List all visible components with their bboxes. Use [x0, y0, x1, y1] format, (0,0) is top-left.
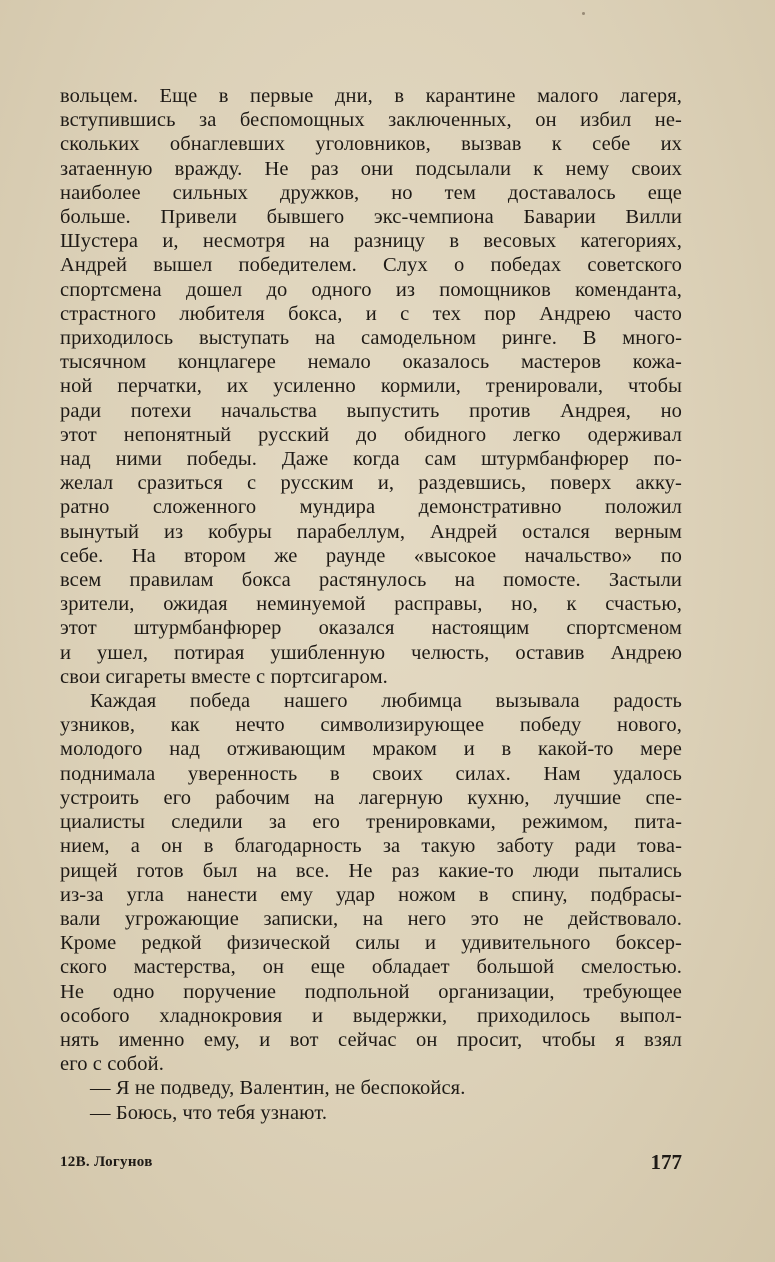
- text-line: затаенную вражду. Не раз они подсылали к нему своих: [60, 157, 682, 180]
- text-line: молодого над отживающим мраком и в какой-то мере: [60, 738, 682, 761]
- text-line: Каждая победа нашего любимца вызывала радость: [90, 690, 682, 713]
- text-line: ского мастерства, он еще обладает большой смелостью.: [60, 956, 682, 979]
- text-line: нять именно ему, и вот сейчас он просит, чтобы я взял: [60, 1028, 682, 1051]
- dialogue-line: — Боюсь, что тебя узнают.: [90, 1101, 328, 1124]
- text-line: и ушел, потирая ушибленную челюсть, оставив Андрею: [60, 641, 682, 664]
- text-line: устроить его рабочим на лагерную кухню, лучшие спе-: [60, 786, 682, 809]
- text-line: Кроме редкой физической силы и удивительного боксер-: [60, 932, 682, 955]
- text-line: вступившись за беспомощных заключенных, он избил не-: [60, 109, 682, 132]
- body-text: [60, 84, 682, 1125]
- paper-speck: [582, 12, 585, 15]
- text-line: рищей готов был на все. Не раз какие-то люди пытались: [60, 859, 682, 882]
- text-line: больше. Привели бывшего экс-чемпиона Баварии Вилли: [60, 206, 682, 229]
- text-line: этот штурмбанфюрер оказался настоящим спортсменом: [60, 617, 682, 640]
- text-line: ради потехи начальства выпустить против Андрея, но: [60, 399, 682, 422]
- text-line: Шустера и, несмотря на разницу в весовых категориях,: [60, 230, 682, 253]
- text-line: страстного любителя бокса, и с тех пор Андрею часто: [60, 302, 682, 325]
- text-line: из-за угла нанести ему удар ножом в спину, подбрасы-: [60, 883, 682, 906]
- text-line: особого хладнокровия и выдержки, приходилось выпол-: [60, 1004, 682, 1027]
- text-line: желал сразиться с русским и, раздевшись, поверх акку-: [60, 472, 682, 495]
- text-line: вынутый из кобуры парабеллум, Андрей остался верным: [60, 520, 682, 543]
- text-line: всем правилам бокса растянулось на помосте. Застыли: [60, 569, 682, 592]
- text-line: тысячном концлагере немало оказалось мастеров кожа-: [60, 351, 682, 374]
- page-number: 177: [650, 1150, 682, 1174]
- text-line: вольцем. Еще в первые дни, в карантине малого лагеря,: [60, 85, 682, 107]
- text-line: свои сигареты вместе с портсигаром.: [60, 665, 388, 688]
- text-line: наиболее сильных дружков, но тем доставалось еще: [60, 181, 682, 204]
- text-line: нием, а он в благодарность за такую заботу ради това-: [60, 835, 682, 858]
- page-footer: [60, 1150, 682, 1180]
- printer-signature: 12В. Логунов: [60, 1154, 153, 1170]
- text-line: его с собой.: [60, 1053, 164, 1076]
- dialogue-line: — Я не подведу, Валентин, не беспокойся.: [90, 1077, 466, 1100]
- text-line: поднимала уверенность в своих силах. Нам удалось: [60, 762, 682, 785]
- text-line: ратно сложенного мундира демонстративно положил: [60, 496, 682, 519]
- text-line: ной перчатки, их усиленно кормили, тренировали, чтобы: [60, 375, 682, 398]
- text-line: Не одно поручение подпольной организации, требующее: [60, 980, 682, 1003]
- text-line: зрители, ожидая неминуемой расправы, но, к счастью,: [60, 593, 682, 616]
- text-line: приходилось выступать на самодельном ринге. В много-: [60, 327, 682, 350]
- text-line: циалисты следили за его тренировками, режимом, пита-: [60, 811, 682, 834]
- text-line: этот непонятный русский до обидного легко одерживал: [60, 423, 682, 446]
- text-line: над ними победы. Даже когда сам штурмбанфюрер по-: [60, 448, 682, 471]
- text-line: Андрей вышел победителем. Слух о победах советского: [60, 254, 682, 277]
- text-line: спортсмена дошел до одного из помощников коменданта,: [60, 278, 682, 301]
- text-line: скольких обнаглевших уголовников, вызвав к себе их: [60, 133, 682, 156]
- text-line: себе. На втором же раунде «высокое начальство» по: [60, 544, 682, 567]
- text-line: узников, как нечто символизирующее победу нового,: [60, 714, 682, 737]
- text-line: вали угрожающие записки, на него это не действовало.: [60, 907, 682, 930]
